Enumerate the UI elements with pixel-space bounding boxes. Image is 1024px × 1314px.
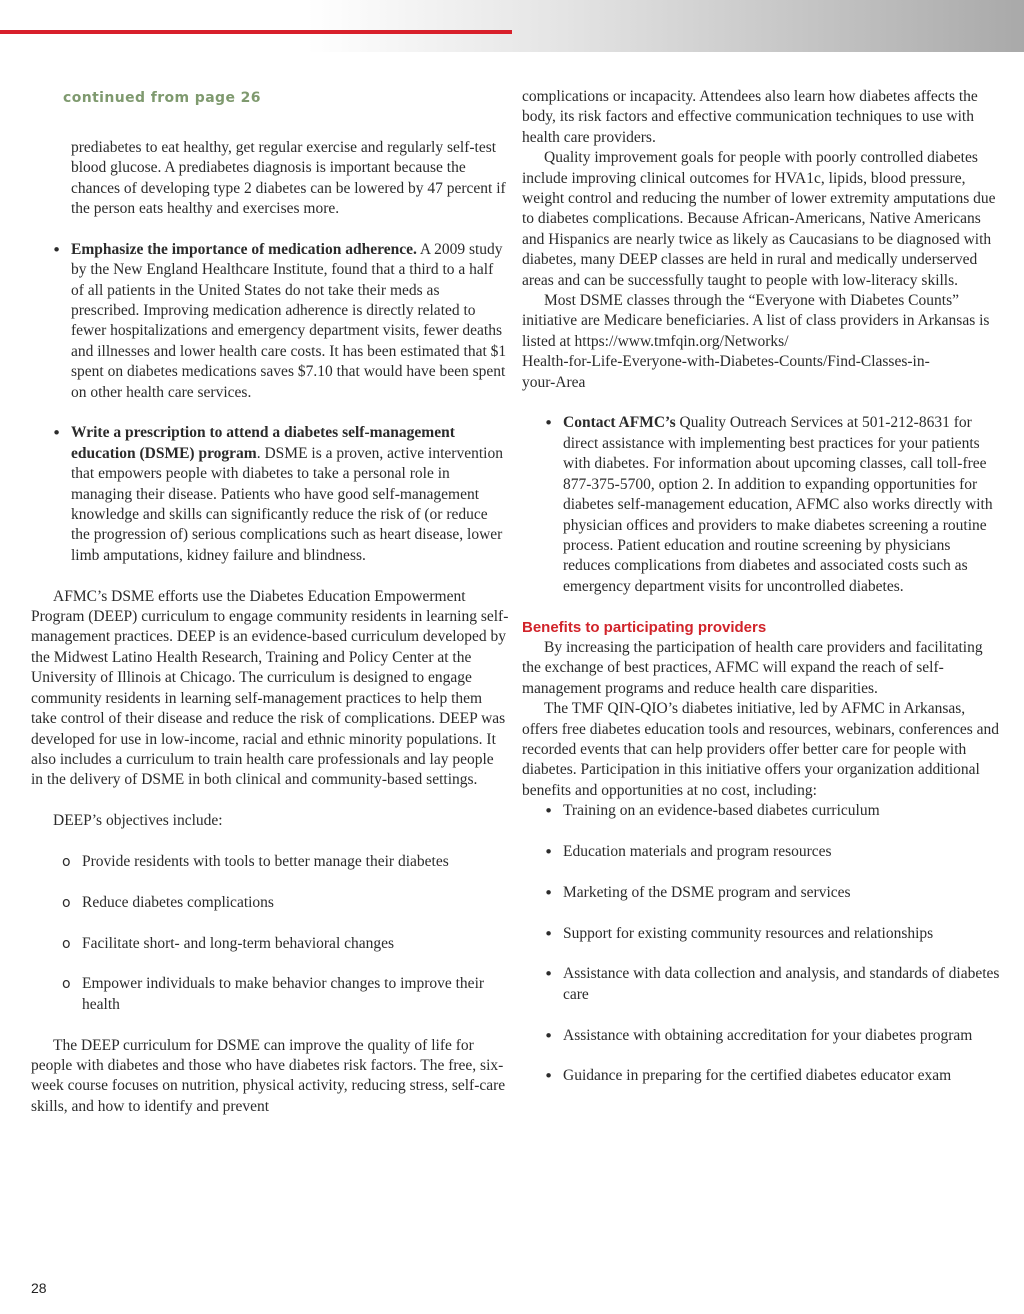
bullet-body-text: . DSME is a proven, active intervention that empowers people with diabetes to take a personal role in managing their disease. Patients who have good self-management knowledge and skills can significantly reduce the risk of (or reduce the progression of) serious complications such as heart disease, lower limb amputations, kidney failure and blindness. xyxy=(71,444,503,564)
bullet-dot: • xyxy=(544,1067,554,1086)
benefit-item: • Assistance with data collection and analysis, and standards of diabetes care xyxy=(544,965,1000,1003)
circle-bullet-icon: o xyxy=(62,935,71,952)
section-heading: Benefits to participating providers xyxy=(522,618,767,636)
bullet-dot: • xyxy=(544,802,554,821)
bullet-dot: • xyxy=(544,924,554,943)
bullet-dot: • xyxy=(544,965,554,984)
continuation-paragraph: complications or incapacity. Attendees also learn how diabetes affects the body, its risk factors and effective communication techniques to use with health care providers. xyxy=(522,88,978,146)
benefit-item: • Guidance in preparing for the certified diabetes educator exam xyxy=(544,1067,952,1086)
classes-url-line3: your-Area xyxy=(522,373,586,391)
benefit-item: • Support for existing community resources and relationships xyxy=(544,924,934,943)
bullet-contact-afmc xyxy=(522,413,1000,597)
benefit-item: • Assistance with obtaining accreditation for your diabetes program xyxy=(544,1026,973,1045)
lead-paragraph: prediabetes to eat healthy, get regular exercise and regularly self-test blood glucose. A prediabetes diagnosis is important because the chances of developing type 2 diabetes can be lowered by 47 percent if the person eats healthy and exercises more. xyxy=(71,138,506,217)
bullet-dot: • xyxy=(544,1026,554,1045)
right-column xyxy=(522,87,1000,1087)
header-red-rule xyxy=(0,30,512,34)
classes-url: https://www.tmfqin.org/Networks/ xyxy=(574,332,789,350)
objective-item: o Provide residents with tools to better manage their diabetes xyxy=(31,852,509,872)
quality-paragraph: Quality improvement goals for people with poorly controlled diabetes include improving clinical outcomes for HVA1c, lipids, blood pressure, weight control and reducing the number of lower extremity amputations due to diabetes complications. Because African-Americans, Native Americans and Hispanics are nearly twice as likely as Caucasians to be diagnosed with diabetes, many DEEP classes are held in rural and medically underserved areas and can be successfully taught to people with low-literacy skills. xyxy=(522,149,996,289)
tmf-paragraph: The TMF QIN-QIO’s diabetes initiative, led by AFMC in Arkansas, offers free diabetes education tools and resources, webinars, conferences and recorded events that can help providers offer better care for people with diabetes. Participation in this initiative offers your organization additional benefits and opportunities at no cost, including: xyxy=(522,700,999,799)
bullet-bold-text: Write a prescription to attend a diabetes self-management education (DSME) program xyxy=(71,424,455,462)
page-number: 28 xyxy=(31,1280,47,1296)
circle-bullet-icon: o xyxy=(62,976,71,993)
objective-item: o Reduce diabetes complications xyxy=(31,893,509,913)
bullet-bold-text: Contact AFMC’s xyxy=(563,414,676,432)
deep-paragraph: AFMC’s DSME efforts use the Diabetes Education Empowerment Program (DEEP) curriculum to engage community residents in learning self-management practices. DEEP is an evidence-based curriculum developed by the Midwest Latino Health Research, Training and Policy Center at the University of Illinois at Chicago. The curriculum is designed to engage community residents in learning self-management practices to help them take control of their disease and reduce the risk of complications. DEEP was developed for use in low-income, racial and ethnic minority populations. It also includes a curriculum to train health care professionals and lay people in the delivery of DSME in both clinical and community-based settings. xyxy=(31,587,509,789)
benefits-paragraph: By increasing the participation of health care providers and facilitating the exchange of best practices, AFMC will expand the reach of self-management programs and reduce health care disparities. xyxy=(522,638,983,697)
objective-item: o Empower individuals to make behavior changes to improve their health xyxy=(62,975,485,1013)
bullet-bold-text: Emphasize the importance of medication adherence. xyxy=(71,240,417,258)
bullet-medication-adherence xyxy=(31,240,509,403)
benefit-item: • Marketing of the DSME program and services xyxy=(544,883,851,902)
classes-url-line2: Health-for-Life-Everyone-with-Diabetes-Counts/Find-Classes-in- xyxy=(522,353,930,371)
bullet-body-text: A 2009 study by the New England Healthcare Institute, found that a third to a half of all patients in the United States do not take their meds as prescribed. Improving medication adherence is directly related to fewer hospitalizations and emergency department visits, fewer deaths and illnesses and lower health care costs. It has been estimated that $1 spent on diabetes medications saves $7.10 that would have been spent on other health care services. xyxy=(71,240,507,401)
bullet-dsme-prescription xyxy=(31,423,509,566)
objectives-intro: DEEP’s objectives include: xyxy=(53,812,223,830)
bullet-dot: • xyxy=(52,424,62,443)
benefit-item: • Education materials and program resources xyxy=(544,842,832,861)
bullet-body-text: Quality Outreach Services at 501-212-8631 for direct assistance with implementing best practices for your patients with diabetes. For information about upcoming classes, call toll-free 877-375-5700, option 2. In addition to expanding opportunities for diabetes self-management education, AFMC also works directly with physician offices and providers to make diabetes screening a routine process. Patient education and routine screening by physicians reduces complications from diabetes and associated costs such as emergency department visits for uncontrolled diabetes. xyxy=(563,414,993,595)
bullet-dot: • xyxy=(544,883,554,902)
benefit-item: • Training on an evidence-based diabetes curriculum xyxy=(544,802,880,821)
circle-bullet-icon: o xyxy=(62,853,71,870)
continued-label: continued from page 26 xyxy=(63,90,261,106)
header-band xyxy=(0,0,1024,52)
bullet-dot: • xyxy=(544,842,554,861)
classes-paragraph: Most DSME classes through the “Everyone with Diabetes Counts” initiative are Medicare beneficiaries. A list of class providers in Arkansas is listed at https://www.tmfqin.org/Networks/ Health-for-Life-Everyone-with-Diabetes-Counts/Find-Classes-in- your-Area xyxy=(522,292,990,391)
bullet-dot: • xyxy=(544,414,554,433)
circle-bullet-icon: o xyxy=(62,894,71,911)
left-column xyxy=(31,87,509,1117)
objective-item: o Facilitate short- and long-term behavioral changes xyxy=(31,934,509,954)
bullet-dot: • xyxy=(52,240,62,259)
closing-paragraph: The DEEP curriculum for DSME can improve the quality of life for people with diabetes and those who have diabetes risk factors. The free, six-week course focuses on nutrition, physical activity, reducing stress, self-care skills, and how to identify and prevent xyxy=(31,1036,506,1115)
